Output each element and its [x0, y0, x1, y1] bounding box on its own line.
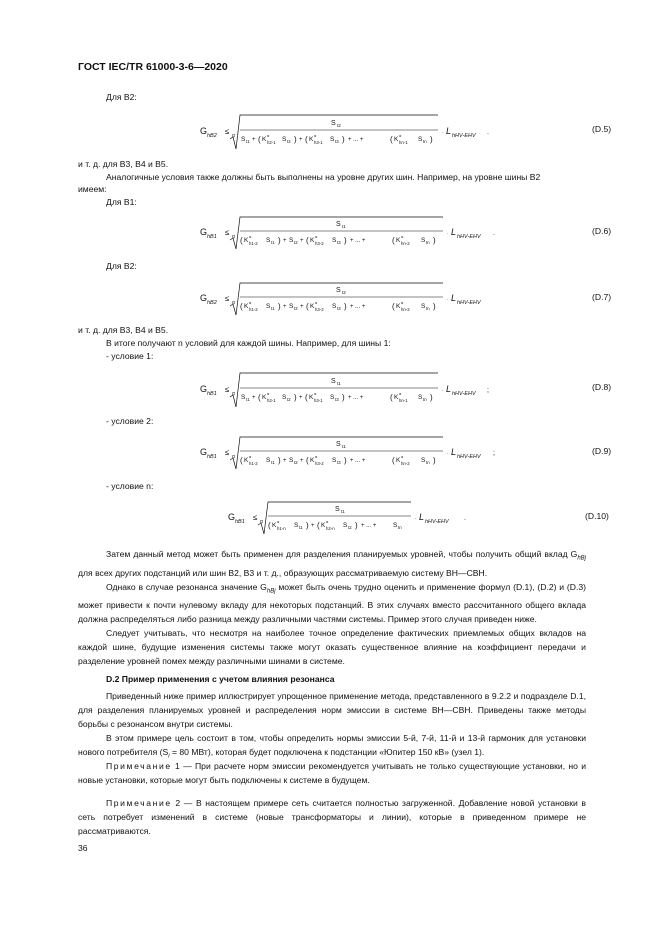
eq-kn-sub: hn-2: [401, 241, 410, 246]
eq-open: (: [306, 302, 309, 311]
eq-kn: K: [394, 136, 399, 143]
eq-s1-sub: t1: [271, 240, 275, 245]
eq-sn-sub: tn: [426, 240, 430, 245]
eq-numerator-sub: t1: [337, 381, 341, 386]
equation-d6: [200, 215, 500, 253]
equation-label-d6: (D.6): [592, 226, 612, 236]
eq-plus: +: [299, 137, 303, 143]
eq-k2-sub: h3-2: [315, 307, 324, 312]
paragraph-future-changes: Следует учитывать, что несмотря на наиболее точное определение фактических приемлемых общих вкладов на каждой шине, будущие изменения системы также могут оказать существенное влияние на коэффициент передачи и разделение уровней помех между различными шинами в системе.: [78, 628, 586, 667]
eq-numerator-sub: t1: [342, 444, 346, 449]
eq-k2: K: [309, 394, 314, 401]
eq-s2-sub: t3: [337, 240, 341, 245]
equation-d7: [200, 281, 500, 319]
eq-dots: + ... +: [348, 137, 364, 143]
eq-rhs: L: [419, 512, 425, 522]
eq-lhs-sub: hB1: [207, 234, 217, 240]
paragraph-text: Однако в случае резонанса значение G: [106, 581, 267, 592]
eq-plus: +: [300, 238, 304, 244]
eq-kn-sub: hn-2: [401, 307, 410, 312]
eq-close: ): [344, 456, 347, 465]
eq-term2-sub: t2: [294, 306, 298, 311]
eq-plus: +: [283, 458, 287, 464]
eq-close: ): [355, 521, 358, 530]
note-label: Примечание: [106, 798, 172, 808]
condition-2-label: - условие 2:: [106, 416, 154, 426]
eq-s1-sub: t2: [287, 397, 291, 402]
eq-s1: S: [282, 136, 287, 143]
eq-lhs: G: [200, 293, 208, 303]
eq-s1-sub: t1: [299, 525, 303, 530]
eq-kn-exp: α: [399, 133, 402, 138]
etc-line-1: и т. д. для B3, B4 и B5.: [78, 159, 169, 169]
eq-sn: S: [418, 394, 423, 401]
eq-numerator: S: [336, 221, 341, 228]
eq-rhs-sub: hHV-EHV: [452, 133, 476, 139]
eq-open: (: [305, 135, 308, 144]
equation-d5: [200, 113, 500, 153]
eq-last-sub: tn: [398, 525, 402, 530]
eq-s1-sub: t2: [287, 139, 291, 144]
result-line: В итоге получают n условий для каждой шины. Например, для шины 1:: [106, 338, 391, 348]
paragraph-text: = 80 МВт), которая будет подключена к подстанции «Юпитер 150 кВ» (узел 1).: [169, 747, 485, 757]
eq-open: (: [390, 135, 393, 144]
eq-lhs-sub: hB2: [207, 300, 217, 306]
equation-d10: [228, 500, 478, 538]
eq-kn-exp: α: [399, 391, 402, 396]
eq-dots: + ... +: [350, 238, 366, 244]
condition-n-label: - условие n:: [106, 481, 154, 491]
eq-kn: K: [396, 303, 401, 310]
eq-open: (: [258, 393, 261, 402]
eq-s1: S: [266, 457, 271, 464]
eq-k1-exp: α: [277, 519, 280, 524]
paragraph-example-intro: Приведенный ниже пример иллюстрирует упрощенное применение метода, представленного в 9.2.2 и подразделе D.1, для разделения планируемых уровней и распределения норм эмиссии в системе ВН—СВН. Приведены также методы борьбы с резонансом внутри системы.: [78, 691, 586, 729]
eq-sn-sub: tn: [423, 139, 427, 144]
page-number: 36: [78, 843, 88, 853]
eq-open: (: [392, 302, 395, 311]
eq-k1: K: [272, 522, 277, 529]
eq-k1: K: [244, 237, 249, 244]
eq-lhs-sub: hB2: [207, 133, 217, 139]
eq-root-index: α: [232, 133, 235, 139]
eq-kn-sub: hn-1: [399, 140, 408, 145]
eq-s1: S: [266, 237, 271, 244]
eq-rhs-sub: hHV-EHV: [457, 234, 481, 240]
eq-sn: S: [421, 457, 426, 464]
eq-open: (: [258, 135, 261, 144]
eq-open: (: [240, 456, 243, 465]
eq-k2-exp: α: [315, 234, 318, 239]
eq-close: ): [294, 135, 297, 144]
eq-rhs: L: [446, 126, 452, 136]
eq-k2-exp: α: [314, 133, 317, 138]
eq-k1-sub: h2-1: [267, 398, 276, 403]
eq-k1-sub: h1-2: [249, 461, 258, 466]
equation-d8: [200, 371, 500, 411]
eq-close: ): [433, 236, 436, 245]
eq-k1-sub: h1-2: [249, 307, 258, 312]
paragraph-text: для всех других подстанций или шин B2, B3 и т. д., образующих рассматриваемую систему ВН—СВН.: [78, 567, 488, 578]
eq-kn-sub: hn-1: [399, 398, 408, 403]
eq-s1-sub: t1: [271, 460, 275, 465]
body-paragraphs: [78, 547, 586, 668]
eq-kn-exp: α: [401, 234, 404, 239]
eq-sn: S: [418, 136, 423, 143]
eq-k2-sub: h3-1: [314, 140, 323, 145]
eq-s2: S: [332, 237, 337, 244]
eq-s1: S: [294, 522, 299, 529]
eq-k2-exp: α: [315, 300, 318, 305]
eq-trail: .: [487, 129, 489, 136]
eq-numerator: S: [335, 506, 340, 513]
eq-numerator-sub: t2: [342, 290, 346, 295]
eq-root-index: α: [232, 454, 235, 460]
eq-trail: ;: [493, 450, 495, 457]
eq-root-index: α: [232, 391, 235, 397]
eq-sn: S: [421, 237, 426, 244]
eq-lhs-sub: hB1: [207, 454, 217, 460]
eq-lhs: G: [228, 512, 236, 522]
eq-leq: ≤: [225, 127, 230, 136]
equation-label-d9: (D.9): [592, 446, 612, 456]
eq-close: ): [278, 236, 281, 245]
eq-k2-sub: h3-2: [315, 241, 324, 246]
eq-lhs-sub: hB1: [207, 391, 217, 397]
eq-k1-sub: h1-2: [249, 241, 258, 246]
eq-kn-exp: α: [401, 300, 404, 305]
analog-line-1: Аналогичные условия также должны быть выполнены на уровне других шин. Например, на уровне шины B2: [106, 172, 541, 182]
eq-open: (: [317, 521, 320, 530]
eq-leq: ≤: [225, 294, 230, 303]
paragraph-sub: i: [168, 753, 170, 760]
paragraph-sub: hBj: [266, 588, 276, 595]
eq-numerator: S: [336, 287, 341, 294]
eq-dot-operator: ·: [442, 388, 444, 394]
eq-s2-sub: t2: [348, 525, 352, 530]
eq-close: ): [344, 302, 347, 311]
eq-s2: S: [332, 303, 337, 310]
eq-close: ): [344, 236, 347, 245]
eq-lhs: G: [200, 126, 208, 136]
eq-trail: .: [493, 230, 495, 237]
note-number: 1 —: [171, 761, 195, 771]
document-header: ГОСТ IEC/TR 61000-3-6—2020: [78, 61, 228, 73]
eq-open: (: [392, 236, 395, 245]
eq-open: (: [268, 521, 271, 530]
equation-d9: [200, 435, 500, 473]
eq-term1-sub: t1: [246, 397, 250, 402]
paragraph-apply-method: [78, 547, 586, 580]
eq-rhs-sub: hHV-EHV: [457, 454, 481, 460]
note-text: В настоящем примере сеть считается полностью загруженной. Добавление новой установки в сеть потребует изменений в системе (новые трансформаторы и линии), которые в приведенном примере не рассматриваются.: [78, 798, 586, 836]
eq-term1: S: [241, 394, 246, 401]
eq-k1-exp: α: [249, 234, 252, 239]
eq-close: ): [278, 302, 281, 311]
eq-plus: +: [283, 238, 287, 244]
eq-numerator-sub: t1: [341, 509, 345, 514]
eq-lhs-sub: hB1: [235, 519, 245, 525]
equation-label-d10: (D.10): [585, 511, 609, 521]
eq-root-index: α: [232, 234, 235, 240]
eq-rhs: L: [451, 227, 457, 237]
eq-k2: K: [310, 457, 315, 464]
eq-plus: +: [311, 523, 315, 529]
eq-close: ): [433, 456, 436, 465]
eq-k2: K: [310, 303, 315, 310]
eq-dot-operator: ·: [415, 516, 417, 522]
paragraph-text: В этом примере цель состоит в том, чтобы определить нормы эмиссии 5-й, 7-й, 11-й и 13-й гармоник для установки нового потребителя (S: [78, 733, 586, 757]
eq-plus: +: [300, 304, 304, 310]
note-2: [78, 796, 586, 838]
analog-line-2: имеем:: [78, 184, 107, 194]
eq-close: ): [430, 135, 433, 144]
eq-s2-sub: t3: [337, 306, 341, 311]
eq-numerator-sub: t2: [337, 123, 341, 128]
eq-numerator-sub: t1: [342, 224, 346, 229]
eq-rhs-sub: hHV-EHV: [452, 391, 476, 397]
eq-k2-exp: α: [315, 454, 318, 459]
eq-term2-sub: t2: [294, 460, 298, 465]
note-number: 2 —: [171, 798, 196, 808]
eq-term1: S: [241, 136, 246, 143]
eq-rhs: L: [451, 293, 457, 303]
eq-rhs-sub: hHV-EHV: [425, 519, 449, 525]
eq-s1: S: [266, 303, 271, 310]
eq-close: ): [342, 135, 345, 144]
eq-sn-sub: tn: [426, 460, 430, 465]
section-title: D.2 Пример применения с учетом влияния резонанса: [106, 674, 335, 684]
eq-plus: +: [300, 458, 304, 464]
eq-k2: K: [321, 522, 326, 529]
eq-dots: + ... +: [361, 523, 377, 529]
eq-open: (: [305, 393, 308, 402]
eq-open: (: [390, 393, 393, 402]
etc-line-2: и т. д. для B3, B4 и B5.: [78, 325, 169, 335]
eq-root-index: α: [232, 300, 235, 306]
eq-s2-sub: t3: [335, 139, 339, 144]
eq-dot-operator: ·: [442, 130, 444, 136]
eq-rhs: L: [446, 384, 452, 394]
eq-k1: K: [262, 136, 267, 143]
eq-k2-sub: h3-2: [315, 461, 324, 466]
eq-root-index: α: [260, 519, 263, 525]
section-paragraphs: [78, 689, 586, 764]
eq-k2: K: [310, 237, 315, 244]
eq-s2: S: [330, 136, 335, 143]
paragraph-text: Затем данный метод может быть применен для разделения планируемых уровней, чтобы получить общий вклад G: [106, 549, 578, 559]
eq-close: ): [294, 393, 297, 402]
eq-k2-exp: α: [314, 391, 317, 396]
eq-lhs: G: [200, 384, 208, 394]
eq-close: ): [342, 393, 345, 402]
eq-dots: + ... +: [348, 395, 364, 401]
eq-close: ): [430, 393, 433, 402]
eq-trail: ;: [487, 387, 489, 394]
eq-term2: S: [289, 303, 294, 310]
eq-k1-exp: α: [267, 391, 270, 396]
eq-numerator: S: [336, 441, 341, 448]
eq-term2: S: [289, 457, 294, 464]
eq-open: (: [240, 302, 243, 311]
eq-s2: S: [332, 457, 337, 464]
equation-label-d8: (D.8): [592, 382, 612, 392]
eq-sn: S: [421, 303, 426, 310]
eq-rhs: L: [451, 447, 457, 457]
eq-open: (: [392, 456, 395, 465]
eq-trail: .: [464, 515, 466, 522]
eq-s2: S: [343, 522, 348, 529]
eq-leq: ≤: [253, 513, 258, 522]
equation-label-d5: (D.5): [592, 124, 612, 134]
eq-leq: ≤: [225, 448, 230, 457]
condition-1-label: - условие 1:: [106, 351, 154, 361]
eq-dot-operator: ·: [447, 231, 449, 237]
eq-k1: K: [262, 394, 267, 401]
eq-k1: K: [244, 303, 249, 310]
paragraph-text: может быть очень трудно оценить и применение формул (D.1), (D.2) и (D.3) может привести к почти нулевому вкладу для некоторых подстанций. В этих случаях вместо рассчитанного общего вклада должна распределяться либо разница между различными частями системы. Пример этого случая приведен ниже.: [78, 581, 587, 625]
eq-last: S: [393, 522, 398, 529]
eq-lhs: G: [200, 227, 208, 237]
eq-numerator: S: [331, 378, 336, 385]
eq-kn: K: [396, 457, 401, 464]
eq-close: ): [278, 456, 281, 465]
eq-numerator: S: [331, 120, 336, 127]
eq-k1-exp: α: [267, 133, 270, 138]
equation-label-d7: (D.7): [592, 292, 612, 302]
eq-open: (: [306, 456, 309, 465]
eq-sn-sub: tn: [426, 306, 430, 311]
eq-k2-exp: α: [326, 519, 329, 524]
eq-term1-sub: t1: [246, 139, 250, 144]
eq-plus: +: [283, 304, 287, 310]
eq-plus: +: [252, 137, 256, 143]
eq-lhs: G: [200, 447, 208, 457]
eq-close: ): [306, 521, 309, 530]
eq-dots: + ... +: [350, 304, 366, 310]
eq-k1-exp: α: [249, 454, 252, 459]
eq-k2: K: [309, 136, 314, 143]
eq-s2-sub: t3: [337, 460, 341, 465]
eq-k1-sub: h1-n: [277, 526, 286, 531]
eq-s1: S: [282, 394, 287, 401]
eq-leq: ≤: [225, 228, 230, 237]
eq-s1-sub: t1: [271, 306, 275, 311]
eq-term2: S: [289, 237, 294, 244]
eq-open: (: [240, 236, 243, 245]
eq-leq: ≤: [225, 385, 230, 394]
for-b2-label-2: Для B2:: [106, 261, 137, 271]
eq-kn-sub: hn-2: [401, 461, 410, 466]
eq-k1-exp: α: [249, 300, 252, 305]
note-text: При расчете норм эмиссии рекомендуется учитывать не только существующие установки, но и новые установки, которые могут быть подключены к системе в будущем.: [78, 761, 586, 785]
for-b2-label: Для B2:: [106, 92, 137, 102]
eq-dots: + ... +: [350, 458, 366, 464]
note-1: [78, 759, 586, 787]
eq-rhs-sub: hHV-EHV: [457, 300, 481, 306]
for-b1-label: Для B1:: [106, 197, 137, 207]
eq-k2-sub: h3-1: [314, 398, 323, 403]
paragraph-sub: hBj: [577, 555, 586, 562]
eq-open: (: [306, 236, 309, 245]
eq-s2: S: [330, 394, 335, 401]
eq-kn: K: [396, 237, 401, 244]
eq-kn-exp: α: [401, 454, 404, 459]
eq-s2-sub: t3: [335, 397, 339, 402]
eq-plus: +: [299, 395, 303, 401]
eq-k2-sub: h2-n: [326, 526, 335, 531]
eq-k1: K: [244, 457, 249, 464]
eq-dot-operator: ·: [447, 297, 449, 303]
eq-close: ): [433, 302, 436, 311]
eq-dot-operator: ·: [447, 451, 449, 457]
eq-term2-sub: t2: [294, 240, 298, 245]
eq-kn: K: [394, 394, 399, 401]
eq-plus: +: [252, 395, 256, 401]
eq-k1-sub: h2-1: [267, 140, 276, 145]
paragraph-resonance: [78, 580, 586, 627]
note-label: Примечание: [106, 761, 172, 771]
eq-sn-sub: tn: [423, 397, 427, 402]
